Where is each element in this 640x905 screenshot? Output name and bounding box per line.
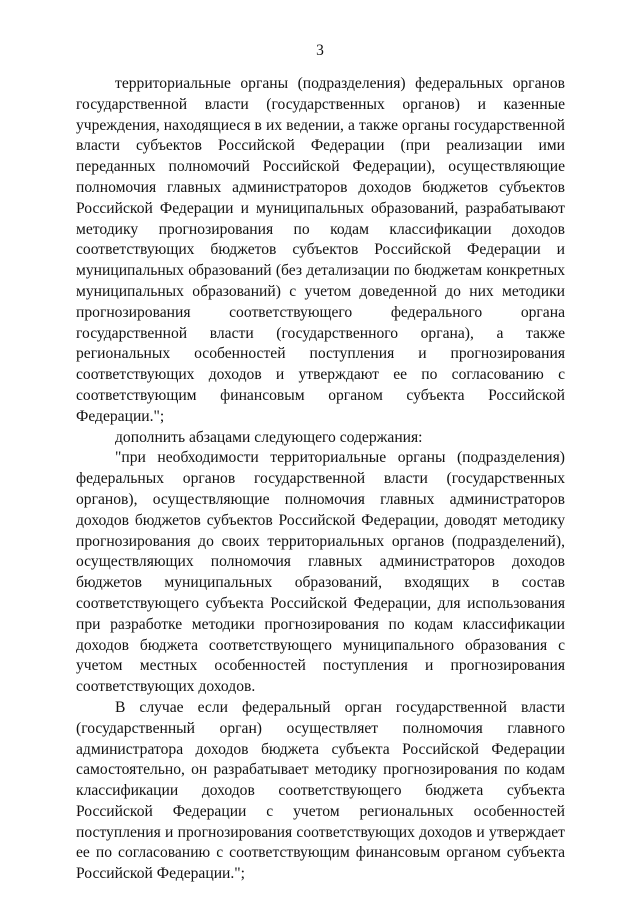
paragraph-if-necessary: "при необходимости территориальные органы (подразделения) федеральных органов государственной власти (государственных органов), осуществляющие полномочия главных администраторов доходов бюджетов субъектов Российской Федерации, доводят методику прогнозирования до своих территориальных органов (подразделений), осуществляющих полномочия главных администраторов доходов бюджетов муниципальных образований, входящих в состав соответствующего субъекта Российской Федерации, для использования при разработке методики прогнозирования по кодам классификации доходов бюджета соответствующего муниципального образования с учетом местных особенностей поступления и прогнозирования соответствующих доходов. (76, 449, 565, 696)
paragraph-federal-organ-case: В случае если федеральный орган государственной власти (государственный орган) осуществляет полномочия главного администратора доходов бюджета субъекта Российской Федерации самостоятельно, он разрабатывает методику прогнозирования по кодам классификации доходов соответствующего бюджета субъекта Российской Федерации с учетом региональных особенностей поступления и прогнозирования соответствующих доходов и утверждает ее по согласованию с соответствующим финансовым органом субъекта Российской Федерации."; (76, 698, 565, 883)
document-body (76, 74, 565, 885)
paragraph-territorial-organs: территориальные органы (подразделения) федеральных органов государственной власти (государственных органов) и казенные учреждения, находящиеся в их ведении, а также органы государственной власти субъектов Российской Федерации (при реализации ими переданных полномочий Российской Федерации), осуществляющие полномочия главных администраторов доходов бюджетов субъектов Российской Федерации и муниципальных образований, разрабатывают методику прогнозирования по кодам классификации доходов соответствующих бюджетов субъектов Российской Федерации и муниципальных образований (без детализации по бюджетам конкретных муниципальных образований) с учетом доведенной до них методики прогнозирования соответствующего федерального органа государственной власти (государственного органа), а также региональных особенностей поступления и прогнозирования соответствующих доходов и утверждают ее по согласованию с соответствующим финансовым органом субъекта Российской Федерации."; (76, 75, 565, 425)
paragraph-add-clauses: дополнить абзацами следующего содержания: (115, 428, 423, 446)
page-number: 3 (316, 42, 324, 59)
